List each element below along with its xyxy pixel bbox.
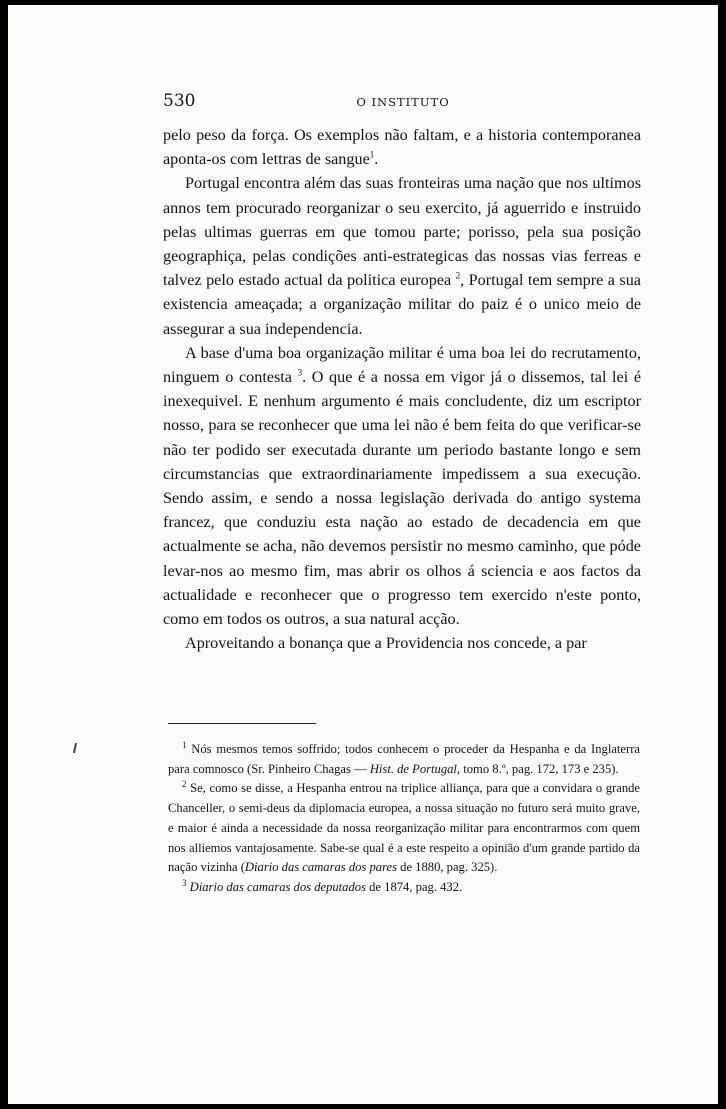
footnote: $^1$ Nós mesmos temos soffrido; todos conhecem o proceder da Hespanha e da Inglaterra para comnosco (Sr. Pinheiro Chagas — Hist. de Portugal, tomo 8.º, pag. 172, 173 e 235).: [168, 739, 640, 776]
page-number: 530: [163, 91, 196, 111]
footnote-number: 2: [182, 779, 187, 790]
footnote-ref: 2: [455, 270, 461, 281]
paragraph: Portugal encontra além das suas fronteiras uma nação que nos ultimos annos tem procurado reorganizar o seu exercito, já aguerrido e instruido pelas ultimas guerras em que tomou parte; porisso, pela sua posição geographiça, pelas condições anti-estrategicas das nossas vias ferreas e talvez pelo estado actual da politica europea $^2$, Portugal tem sempre a sua existencia ameaçada; a organização militar do paiz é o unico meio de assegurar a sua independencia.: [163, 174, 641, 338]
footnote-ref: 3: [297, 367, 303, 378]
footnote: $^3$ Diario das camaras dos deputados de 1874, pag. 432.: [182, 877, 463, 894]
footnote-ref: 1: [369, 149, 375, 160]
footnote-number: 1: [182, 739, 187, 750]
footnote-divider: [168, 723, 316, 724]
ink-mark: [73, 743, 77, 753]
paragraph: pelo peso da força. Os exemplos não faltam, e a historia contemporanea aponta-os com lettras de sangue$^1$.: [163, 126, 641, 169]
page-header: [163, 91, 643, 117]
footnotes: [168, 740, 640, 898]
paragraph: Aproveitando a bonança que a Providencia nos concede, a par: [185, 634, 587, 653]
main-text: [163, 123, 641, 655]
running-title: O INSTITUTO: [356, 95, 450, 109]
footnote: $^2$ Se, como se disse, a Hespanha entrou na triplice alliança, para que a convidara o grande Chanceller, o semi-deus da diplomacia europea, a nossa situação no futuro será muito grave, e maior é ainda a necessidade da nossa reorganização militar para encontrarmos com quem nos alliemos vantajosamente. Sabe-se qual é a este respeito a opinião d'um grande partido da nação vizinha (Diario das camaras dos pares de 1880, pag. 325).: [168, 779, 641, 875]
footnote-number: 3: [182, 877, 187, 888]
paragraph: A base d'uma boa organização militar é uma boa lei do recrutamento, ninguem o contesta $^3$. O que é a nossa em vigor já o dissemos, tal lei é inexequivel. E nenhum argumento é mais concludente, diz um escriptor nosso, para se reconhecer que uma lei não é bem feita do que verificar-se não ter podido ser executada durante um periodo bastante longo e sem circumstancias que extraordinariamente impedissem a sua execução. Sendo assim, e sendo a nossa legislação derivada do antigo systema francez, que conduziu esta nação ao estado de decadencia em que actualmente se acha, não devemos persistir no mesmo caminho, que póde levar-nos ao mesmo fim, mas abrir os olhos á sciencia e aos factos da actualidade e reconhecer que o progresso tem exercido n'este ponto, como em todos os outros, a sua natural acção.: [163, 343, 642, 629]
book-page: [8, 5, 718, 1104]
